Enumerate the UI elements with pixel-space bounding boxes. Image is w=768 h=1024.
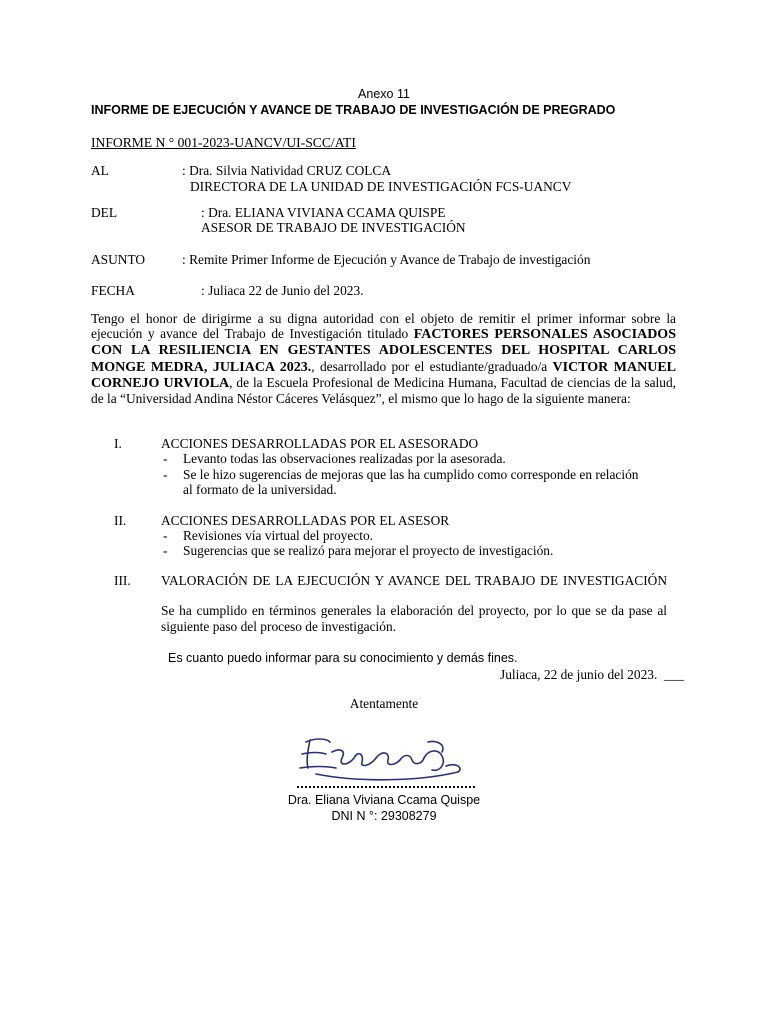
student-name: VICTOR MANUEL CORNEJO URVIOLA	[91, 359, 677, 391]
section-1-number: I.	[114, 436, 122, 451]
section-3-title: VALORACIÓN DE LA EJECUCIÓN Y AVANCE DEL TRABAJO DE INVESTIGACIÓN	[161, 573, 667, 588]
handwritten-signature	[296, 728, 466, 788]
del-sender-position: ASESOR DE TRABAJO DE INVESTIGACIÓN	[201, 220, 466, 235]
al-recipient-name: : Dra. Silvia Natividad CRUZ COLCA	[182, 163, 392, 178]
al-recipient-position: DIRECTORA DE LA UNIDAD DE INVESTIGACIÓN FCS-UANCV	[190, 179, 572, 194]
signature-line	[297, 786, 475, 788]
del-label: DEL	[91, 205, 118, 220]
del-sender-name: : Dra. ELIANA VIVIANA CCAMA QUISPE	[201, 205, 446, 220]
section-1-bullet-2-text-cont: al formato de la universidad.	[183, 482, 337, 497]
intro-text-3: , de la Escuela Profesional de Medicina Humana, Facultad de ciencias de la salud, de la “Universidad Andina Néstor Cáceres Velásquez”, el mismo que lo hago de la siguiente manera:	[91, 374, 676, 407]
section-3-number: III.	[114, 573, 131, 588]
date-underscore: ___	[664, 667, 685, 682]
place-and-date: Juliaca, 22 de junio del 2023.	[500, 667, 658, 682]
annex-label: Anexo 11	[358, 87, 410, 101]
section-1-bullet-2-dash: -	[163, 467, 168, 482]
asunto-value: : Remite Primer Informe de Ejecución y Avance de Trabajo de investigación	[182, 252, 591, 267]
section-3-body: Se ha cumplido en términos generales la elaboración del proyecto, por lo que se da pase al siguiente paso del proceso de investigación.	[161, 603, 667, 634]
closing-sentence: Es cuanto puedo informar para su conocimiento y demás fines.	[168, 651, 518, 665]
document-title: INFORME DE EJECUCIÓN Y AVANCE DE TRABAJO DE INVESTIGACIÓN DE PREGRADO	[91, 103, 616, 117]
signer-dni: DNI N °: 29308279	[331, 809, 437, 823]
intro-paragraph	[91, 311, 676, 406]
intro-text-1: Tengo el honor de dirigirme a su digna autoridad con el objeto de remitir el primer informar sobre la ejecución y avance del Trabajo de Investigación titulado	[91, 311, 676, 342]
al-label: AL	[91, 163, 109, 178]
section-2-bullet-2-text: Sugerencias que se realizó para mejorar el proyecto de investigación.	[183, 543, 554, 558]
fecha-label: FECHA	[91, 283, 135, 298]
regards: Atentamente	[349, 696, 419, 711]
section-1-bullet-1-dash: -	[163, 451, 168, 466]
section-2-number: II.	[114, 513, 127, 528]
section-2-bullet-1-dash: -	[163, 528, 168, 543]
section-2-bullet-1-text: Revisiones vía virtual del proyecto.	[183, 528, 374, 543]
report-number: INFORME N ° 001-2023-UANCV/UI-SCC/ATI	[91, 135, 356, 150]
fecha-value: : Juliaca 22 de Junio del 2023.	[201, 283, 364, 298]
section-1-title: ACCIONES DESARROLLADAS POR EL ASESORADO	[161, 436, 479, 451]
section-1-bullet-2-text: Se le hizo sugerencias de mejoras que las ha cumplido como corresponde en relación	[183, 467, 639, 482]
section-1-bullet-1-text: Levanto todas las observaciones realizadas por la asesorada.	[183, 451, 506, 466]
asunto-label: ASUNTO	[91, 252, 146, 267]
section-2-title: ACCIONES DESARROLLADAS POR EL ASESOR	[161, 513, 450, 528]
thesis-title: FACTORES PERSONALES ASOCIADOS CON LA RESILIENCIA EN GESTANTES ADOLESCENTES DEL HOSPITAL CARLOS MONGE MEDRA, JULIACA 2023.	[91, 327, 676, 375]
signer-name: Dra. Eliana Viviana Ccama Quispe	[287, 793, 481, 807]
section-2-bullet-2-dash: -	[163, 543, 168, 558]
intro-text-2: , desarrollado por el estudiante/graduado/a	[311, 358, 553, 374]
